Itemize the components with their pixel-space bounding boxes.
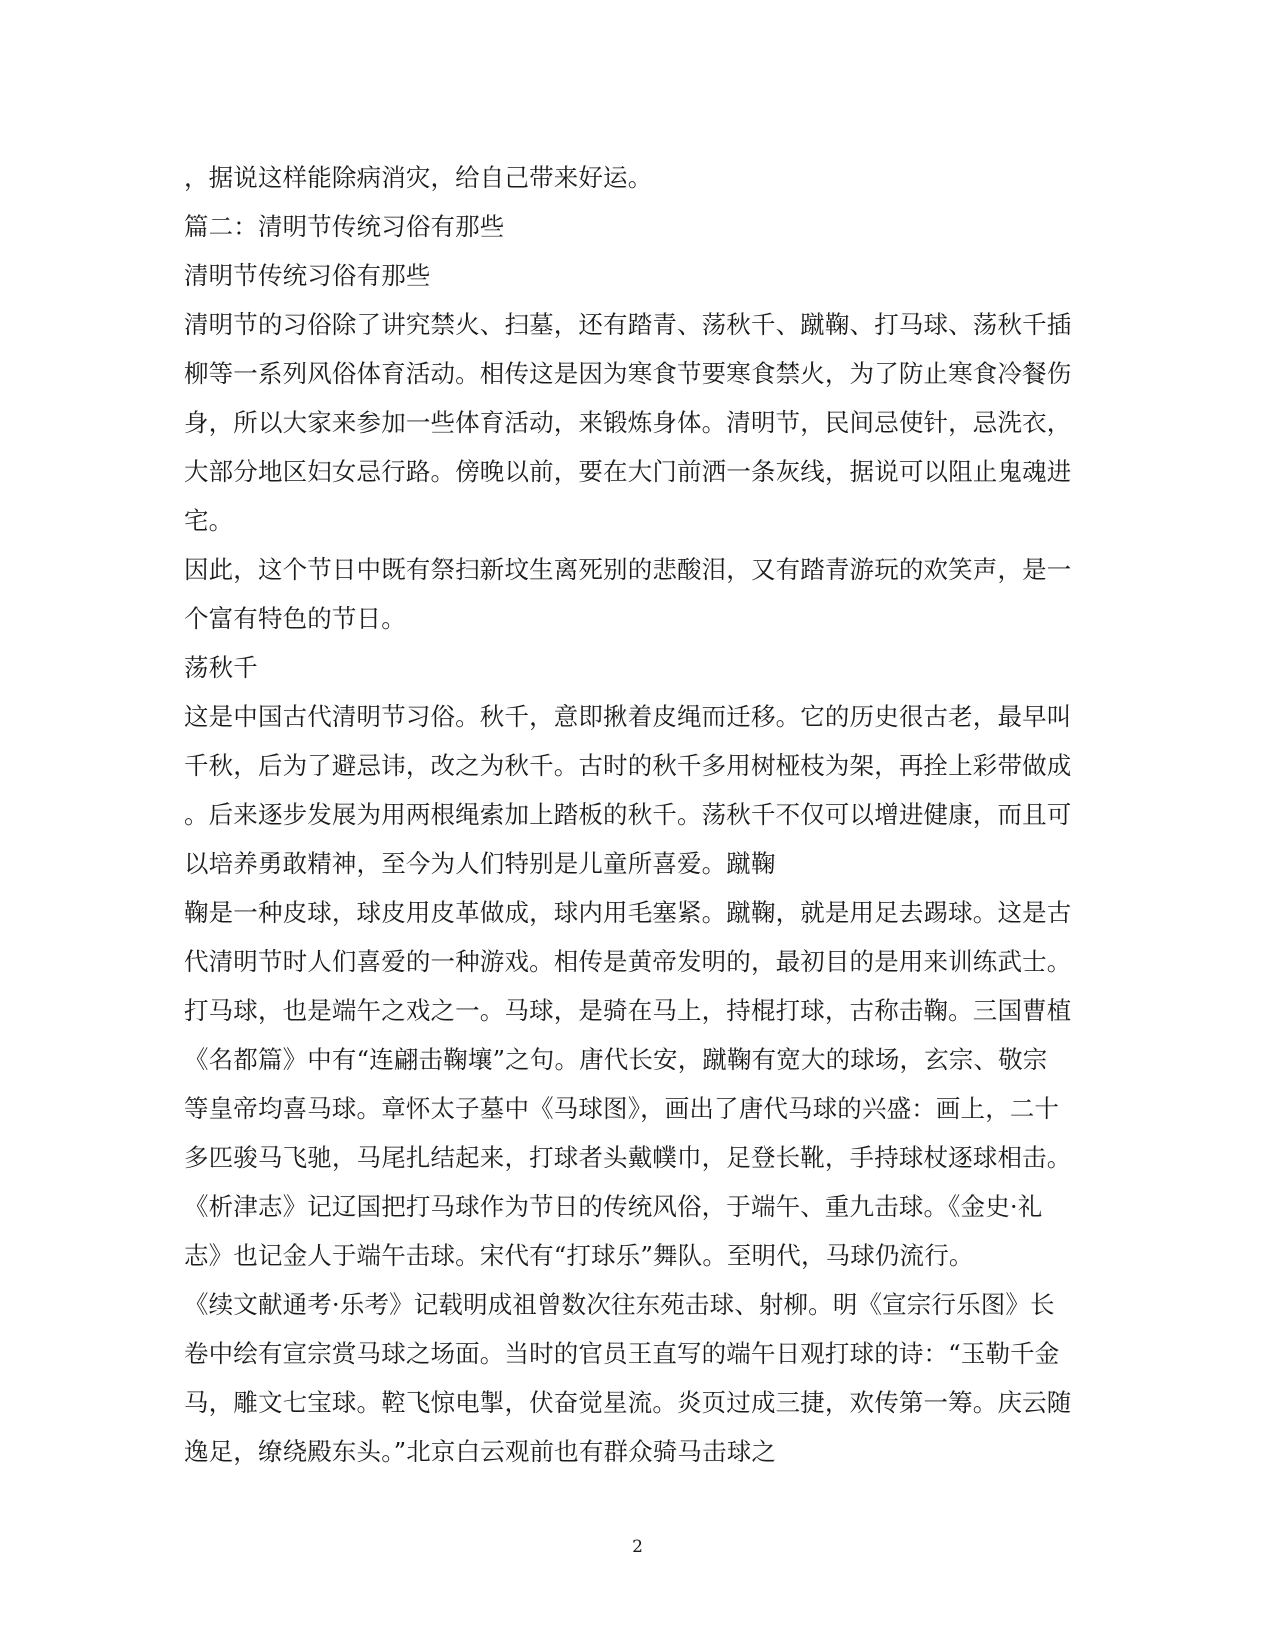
article-title: 清明节传统习俗有那些 <box>184 261 431 290</box>
text-line: 柳等一系列风俗体育活动。相传这是因为寒食节要寒食禁火，为了防止寒食冷餐伤 <box>184 359 1072 388</box>
text-line: 《续文献通考·乐考》记载明成祖曾数次往东苑击球、射柳。明《宣宗行乐图》长 <box>184 1290 1055 1319</box>
text-line: 《析津志》记辽国把打马球作为节日的传统风俗，于端午、重九击球。《金史·礼 <box>184 1192 1043 1221</box>
text-line: 卷中绘有宣宗赏马球之场面。当时的官员王直写的端午日观打球的诗：“玉勒千金 <box>184 1339 1060 1368</box>
text-line: 鞠是一种皮球，球皮用皮革做成，球内用毛塞紧。蹴鞠，就是用足去踢球。这是古 <box>184 898 1072 927</box>
subheading-swing: 荡秋千 <box>184 653 258 682</box>
text-line: 大部分地区妇女忌行路。傍晚以前，要在大门前洒一条灰线，据说可以阻止鬼魂进 <box>184 457 1072 486</box>
text-line: 身，所以大家来参加一些体育活动，来锻炼身体。清明节，民间忌使针，忌洗衣， <box>184 408 1072 437</box>
text-line: 个富有特色的节日。 <box>184 604 406 633</box>
text-line: 等皇帝均喜马球。章怀太子墓中《马球图》，画出了唐代马球的兴盛：画上，二十 <box>184 1094 1060 1123</box>
text-line: 千秋，后为了避忌讳，改之为秋千。古时的秋千多用树桠枝为架，再拴上彩带做成 <box>184 751 1072 780</box>
text-line: 打马球，也是端午之戏之一。马球，是骑在马上，持棍打球，古称击鞠。三国曹植 <box>184 996 1072 1025</box>
text-line: 逸足，缭绕殿东头。”北京白云观前也有群众骑马击球之 <box>184 1437 777 1466</box>
text-line: 以培养勇敢精神，至今为人们特别是儿童所喜爱。蹴鞠 <box>184 849 776 878</box>
text-line: 代清明节时人们喜爱的一种游戏。相传是黄帝发明的，最初目的是用来训练武士。 <box>184 947 1072 976</box>
text-line: 这是中国古代清明节习俗。秋千，意即揪着皮绳而迁移。它的历史很古老，最早叫 <box>184 702 1072 731</box>
text-line: 。后来逐步发展为用两根绳索加上踏板的秋千。荡秋千不仅可以增进健康，而且可 <box>184 800 1072 829</box>
text-line: ，据说这样能除病消灾，给自己带来好运。 <box>184 163 653 192</box>
text-line: 马，雕文七宝球。鞚飞惊电掣，伏奋觉星流。炎页过成三捷，欢传第一筹。庆云随 <box>184 1388 1072 1417</box>
text-line: 《名都篇》中有“连翩击鞠壤”之句。唐代长安，蹴鞠有宽大的球场，玄宗、敬宗 <box>184 1045 1048 1074</box>
page-number: 2 <box>632 1537 643 1557</box>
text-line: 宅。 <box>184 506 234 535</box>
section-heading: 篇二：清明节传统习俗有那些 <box>184 212 505 241</box>
text-line: 志》也记金人于端午击球。宋代有“打球乐”舞队。至明代，马球仍流行。 <box>184 1241 974 1270</box>
text-line: 多匹骏马飞驰，马尾扎结起来，打球者头戴幞巾，足登长靴，手持球杖逐球相击。 <box>184 1143 1072 1172</box>
text-line: 因此，这个节日中既有祭扫新坟生离死别的悲酸泪，又有踏青游玩的欢笑声，是一 <box>184 555 1072 584</box>
text-line: 清明节的习俗除了讲究禁火、扫墓，还有踏青、荡秋千、蹴鞠、打马球、荡秋千插 <box>184 310 1072 339</box>
body-text <box>184 153 1084 1476</box>
